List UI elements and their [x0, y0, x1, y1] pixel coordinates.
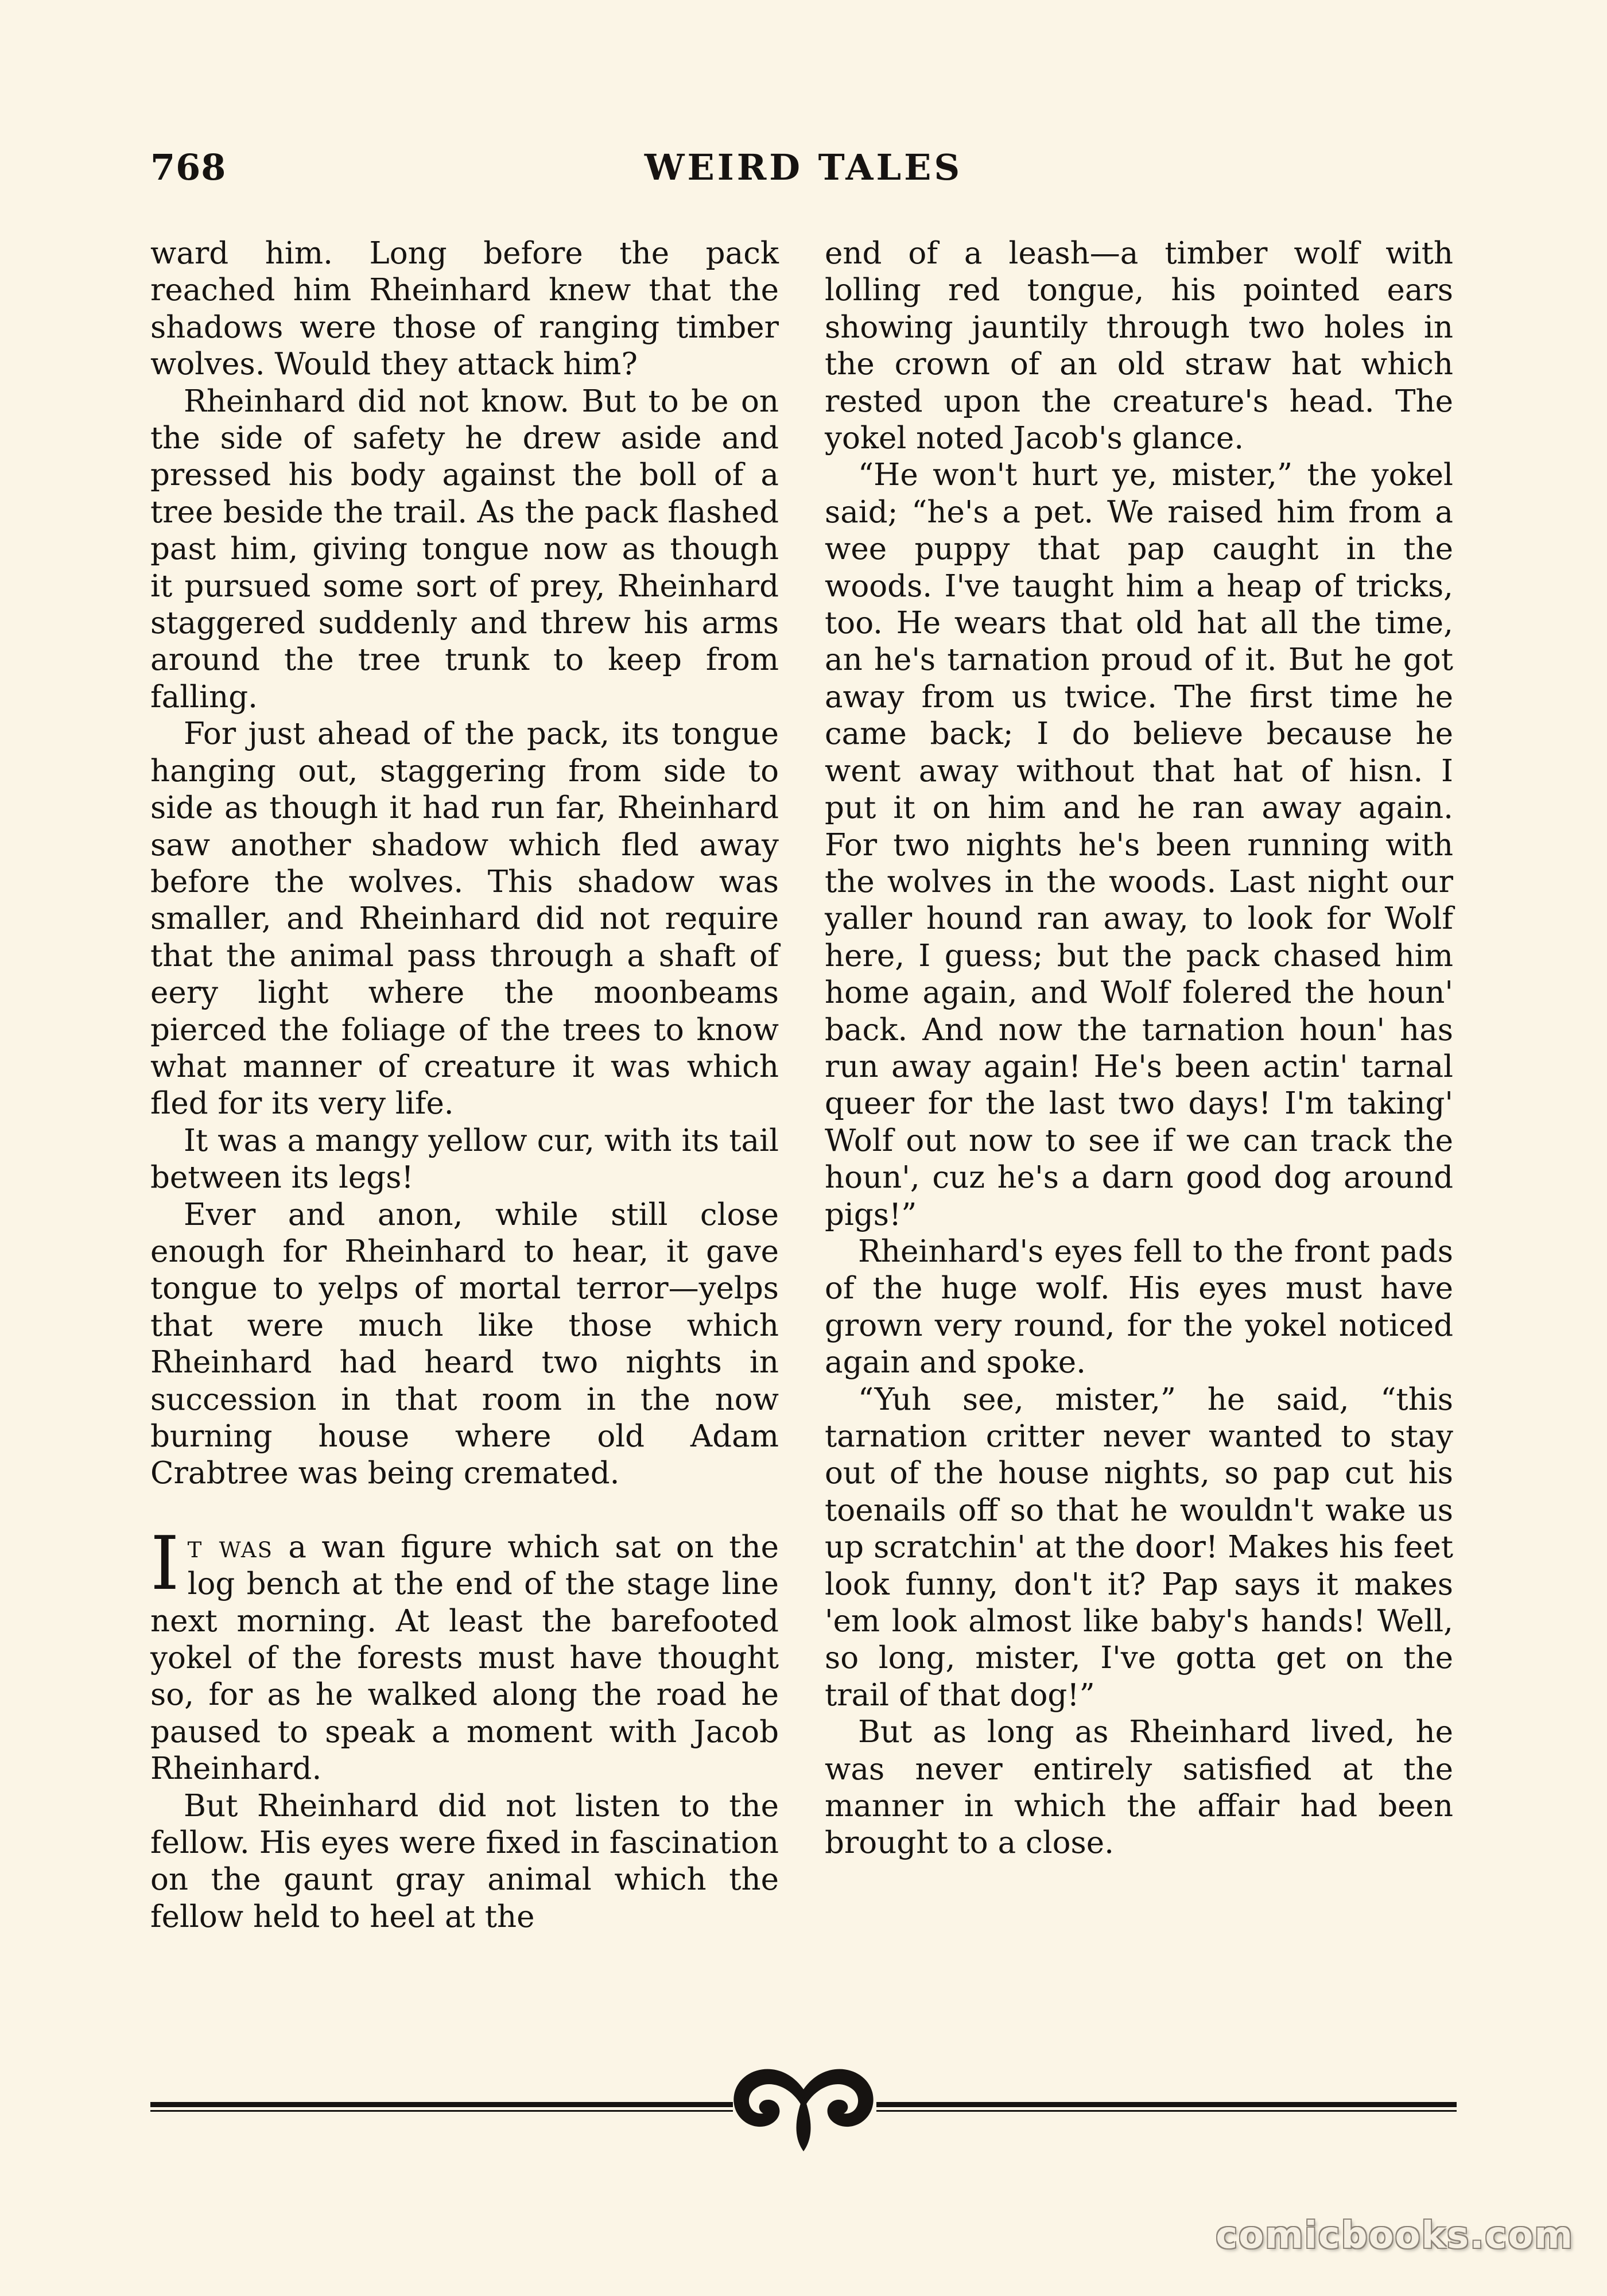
- left-paragraph-5: Ever and anon, while still close enough for Rheinhard to hear, it gave tongue to yelps of mortal terror—yelps that were much like those which Rheinhard had heard two nights in succession in that room in the now burning house where old Adam Crabtree was being cremated.: [150, 1197, 779, 1491]
- left-paragraph-6-section-start: [150, 1521, 779, 1788]
- right-paragraph-3: Rheinhard's eyes fell to the front pads of the huge wolf. His eyes must have grown very round, for the yokel noticed again and spoke.: [825, 1234, 1453, 1380]
- running-head: WEIRD TALES: [644, 146, 963, 188]
- drop-cap: I: [150, 1521, 180, 1607]
- page-number: 768: [150, 146, 227, 188]
- watermark: comicbooks.com: [1216, 2214, 1574, 2257]
- right-paragraph-5: But as long as Rheinhard lived, he was never entirely satisfied at the manner in which the affair had been brought to a close.: [825, 1715, 1453, 1861]
- right-paragraph-1: end of a leash—a timber wolf with lolling red tongue, his pointed ears showing jauntily through two holes in the crown of an old straw hat which rested upon the creature's head. The yokel noted Jacob's glance.: [825, 236, 1453, 456]
- left-paragraph-6-text: a wan figure which sat on the log bench at the end of the stage line next morning. At least the barefooted yokel of the forests must have thought so, for as he walked along the road he paused to speak a moment with Jacob Rheinhard.: [150, 1529, 779, 1787]
- left-paragraph-2: Rheinhard did not know. But to be on the side of safety he drew aside and pressed his body against the boll of a tree beside the trail. As the pack flashed past him, giving tongue now as though it pursued some sort of prey, Rheinhard staggered suddenly and threw his arms around the tree trunk to keep from falling.: [150, 383, 779, 715]
- scroll-ornament-icon: [150, 2061, 1457, 2152]
- left-paragraph-1: ward him. Long before the pack reached him Rheinhard knew that the shadows were those of ranging timber wolves. Would they attack him?: [150, 236, 779, 382]
- right-paragraph-2: “He won't hurt ye, mister,” the yokel said; “he's a pet. We raised him from a wee puppy that pap caught in the woods. I've taught him a heap of tricks, too. He wears that old hat all the time, an he's tarnation proud of it. But he got away from us twice. The first time he came back; I do believe because he went away without that hat of hisn. I put it on him and he ran away again. For two nights he's been running with the wolves in the woods. Last night our yaller hound ran away, to look for Wolf here, I guess; but the pack chased him home again, and Wolf folered the houn' back. And now the tarnation houn' has run away again! He's been actin' tarnal queer for the last two days! I'm taking' Wolf out now to see if we can track the houn', cuz he's a darn good dog around pigs!”: [825, 457, 1453, 1232]
- left-paragraph-7: But Rheinhard did not listen to the fellow. His eyes were fixed in fascination on the gaunt gray animal which the fellow held to heel at the: [150, 1788, 779, 1934]
- left-paragraph-3: For just ahead of the pack, its tongue hanging out, staggering from side to side as though it had run far, Rheinhard saw another shadow which fled away before the wolves. This shadow was smaller, and Rheinhard did not require that the animal pass through a shaft of eery light where the moonbeams pierced the foliage of the trees to know what manner of creature it was which fled for its very life.: [150, 716, 779, 1122]
- right-paragraph-4: “Yuh see, mister,” he said, “this tarnation critter never wanted to stay out of the house nights, so pap cut his toenails off so that he wouldn't wake us up scratchin' at the door! Makes his feet look funny, don't it? Pap says it makes 'em look almost like baby's hands! Well, so long, mister, I've gotta get on the trail of that dog!”: [825, 1382, 1453, 1713]
- left-column: [150, 235, 779, 1936]
- right-column: [825, 235, 1453, 1862]
- small-caps-lead: t was: [187, 1529, 273, 1565]
- left-paragraph-4: It was a mangy yellow cur, with its tail between its legs!: [150, 1123, 779, 1196]
